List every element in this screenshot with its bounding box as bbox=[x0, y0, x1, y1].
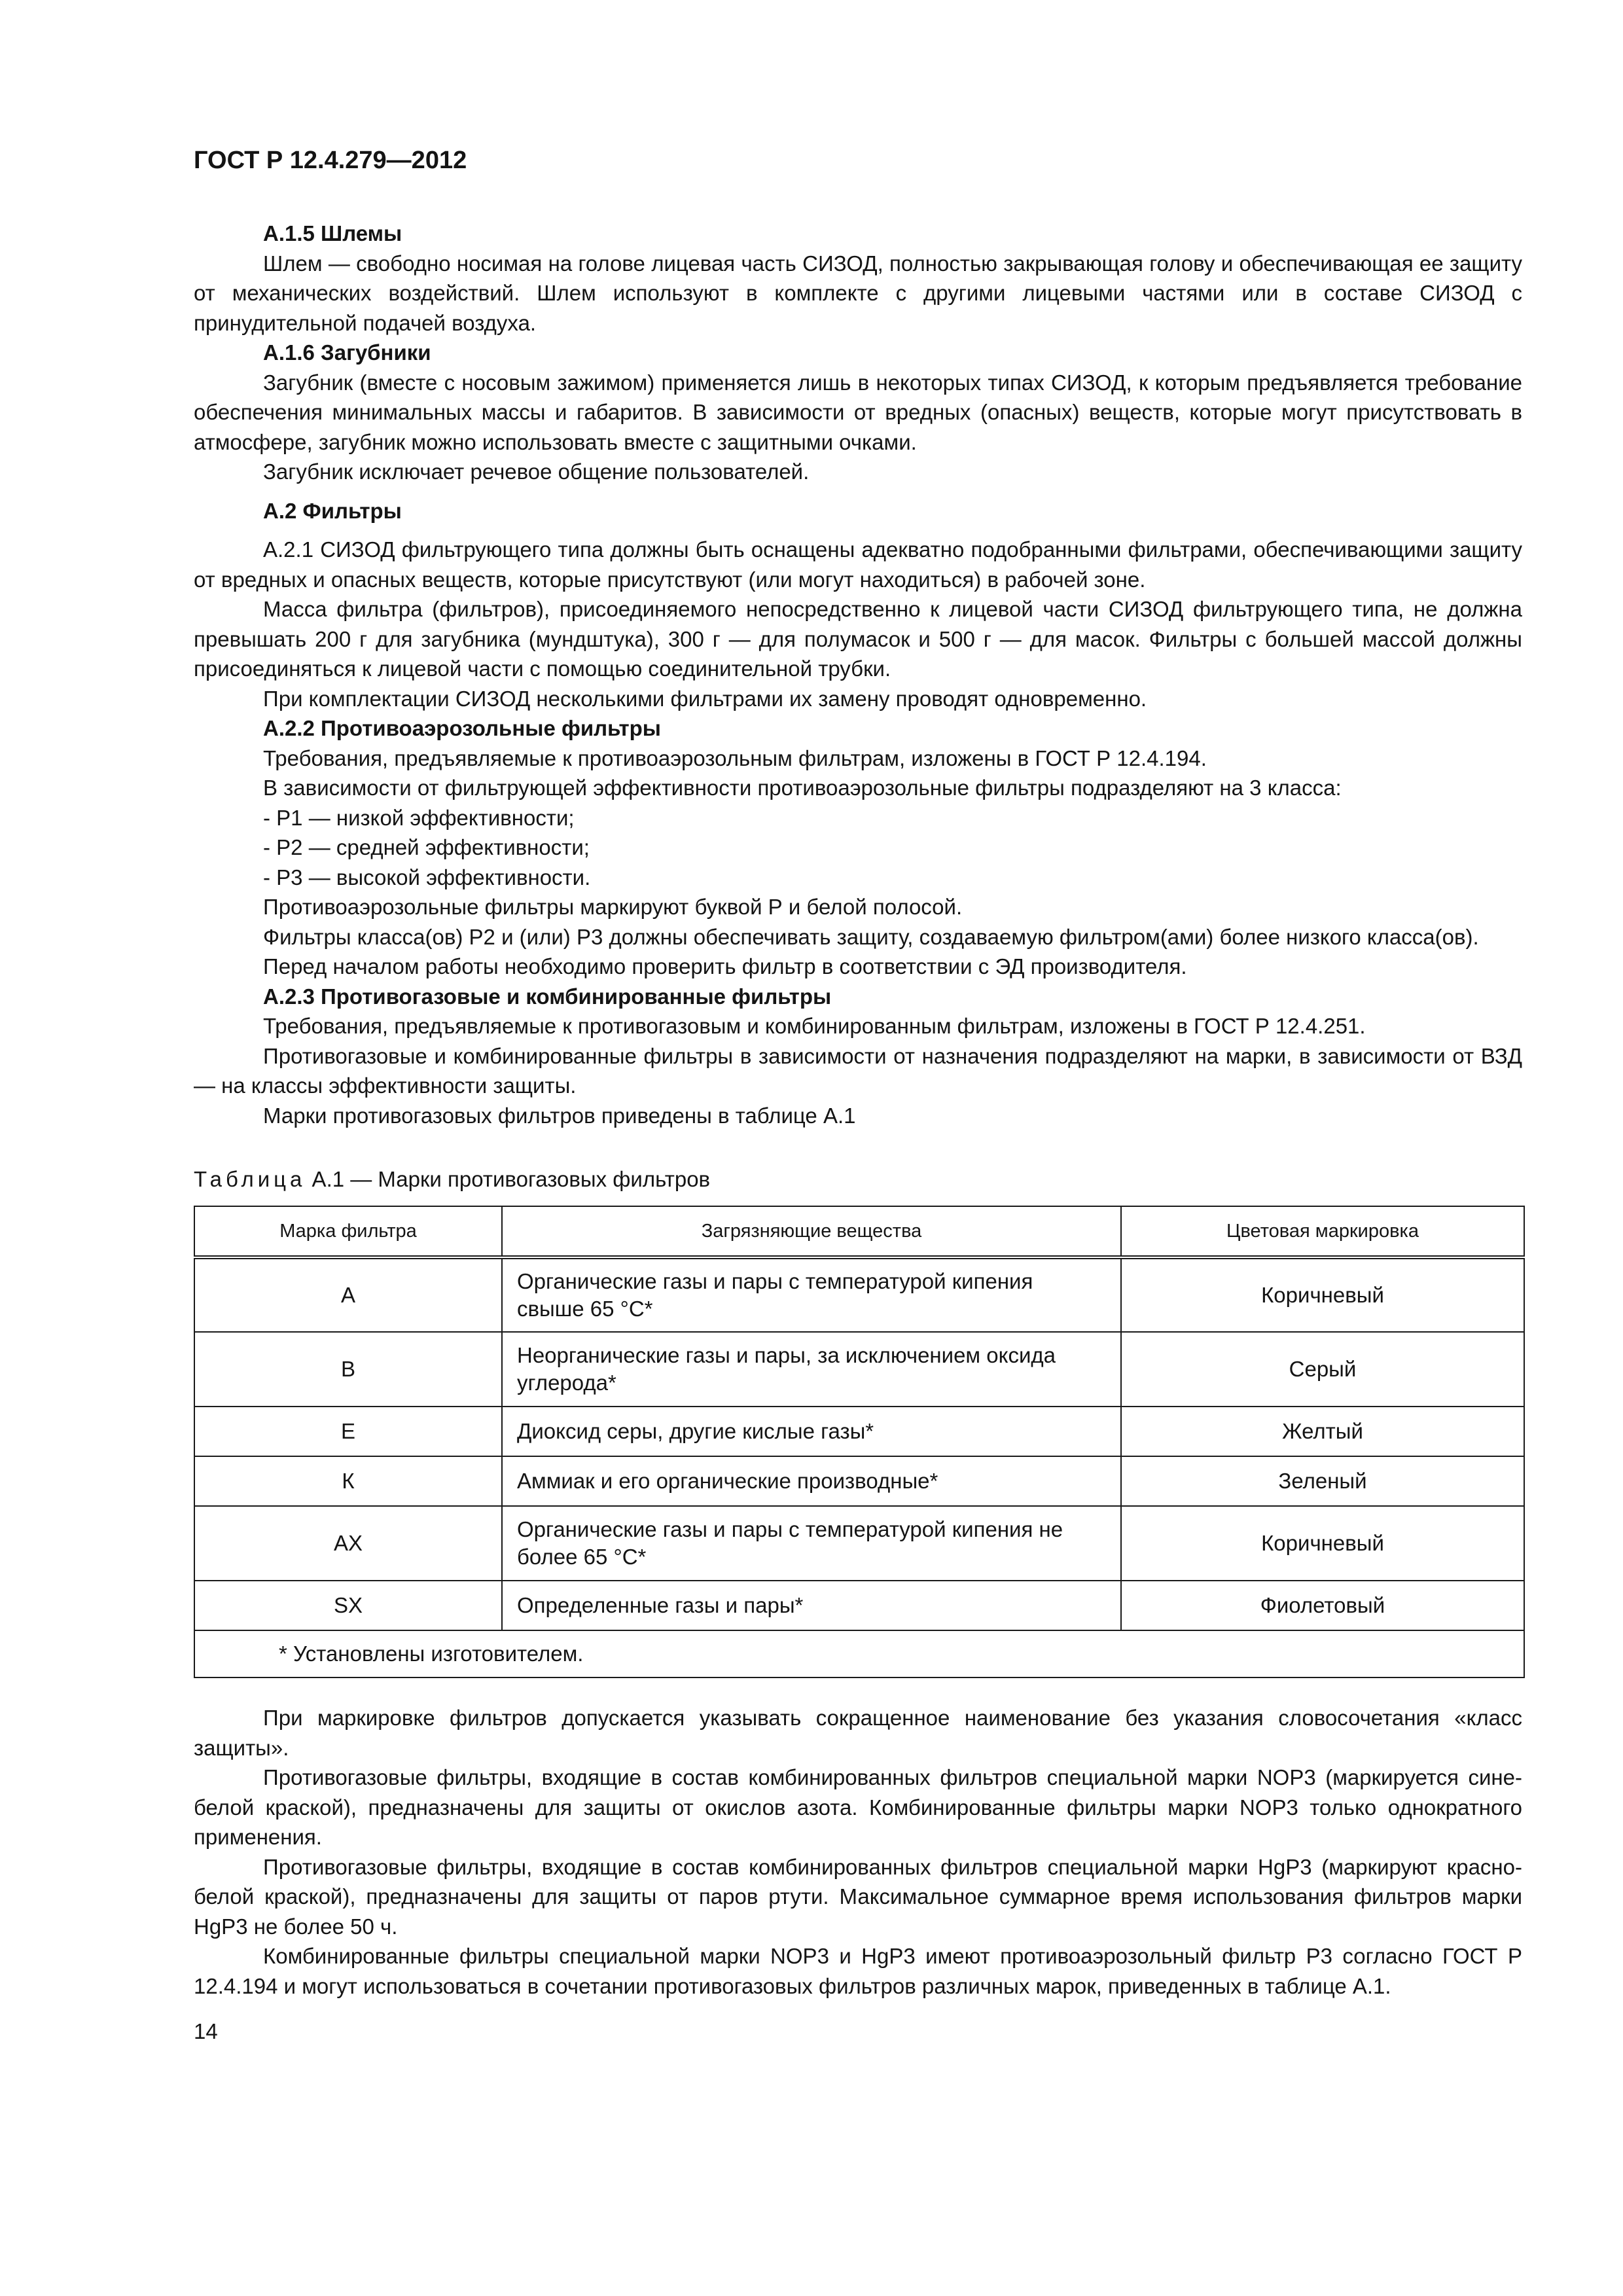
body-paragraph: Противогазовые фильтры, входящие в состав комбинированных фильтров специальной марки NOP3 (маркируется сине-белой краской), предназначены для защиты от окислов азота. Комбинированные фильтры марки NOP3 только однократного применения. bbox=[194, 1765, 1522, 1849]
cell-mark: SX bbox=[194, 1581, 502, 1630]
section-after-table bbox=[194, 1703, 1522, 2001]
table-row bbox=[194, 1407, 1524, 1456]
cell-substances: Диоксид серы, другие кислые газы* bbox=[502, 1407, 1121, 1456]
cell-color: Желтый bbox=[1121, 1407, 1524, 1456]
table-caption bbox=[194, 1164, 1522, 1194]
column-header-mark: Марка фильтра bbox=[194, 1206, 502, 1257]
section-heading: А.1.6 Загубники bbox=[263, 340, 431, 365]
table-note: * Установлены изготовителем. bbox=[194, 1630, 1524, 1677]
cell-mark: А bbox=[194, 1257, 502, 1332]
section-heading: А.2 Фильтры bbox=[263, 498, 402, 523]
table-row bbox=[194, 1332, 1524, 1407]
section-heading: А.2.2 Противоаэрозольные фильтры bbox=[263, 716, 661, 740]
cell-mark: В bbox=[194, 1332, 502, 1407]
body-paragraph: При маркировке фильтров допускается указывать сокращенное наименование без указания словосочетания «класс защиты». bbox=[194, 1706, 1522, 1760]
body-paragraph: Противогазовые фильтры, входящие в состав комбинированных фильтров специальной марки HgP3 (маркируют красно-белой краской), предназначены для защиты от паров ртути. Максимальное суммарное время использования фильтров марки HgP3 не более 50 ч. bbox=[194, 1854, 1522, 1939]
cell-color: Фиолетовый bbox=[1121, 1581, 1524, 1630]
cell-mark: К bbox=[194, 1456, 502, 1506]
body-paragraph: При комплектации СИЗОД несколькими фильтрами их замену проводят одновременно. bbox=[263, 686, 1147, 711]
body-paragraph: - Р2 — средней эффективности; bbox=[263, 835, 590, 859]
filter-marks-table bbox=[194, 1206, 1525, 1678]
body-paragraph: Загубник (вместе с носовым зажимом) применяется лишь в некоторых типах СИЗОД, к которым предъявляется требование обеспечения минимальных массы и габаритов. В зависимости от вредных (опасных) веществ, которые могут присутствовать в атмосфере, загубник можно использовать вместе с защитными очками. bbox=[194, 370, 1522, 454]
section-heading: А.2.3 Противогазовые и комбинированные фильтры bbox=[263, 984, 832, 1009]
table-caption-title: А.1 — Марки противогазовых фильтров bbox=[306, 1167, 711, 1191]
table-caption-label: Таблица bbox=[194, 1167, 306, 1191]
body-paragraph: Загубник исключает речевое общение пользователей. bbox=[263, 459, 810, 484]
table-header-row bbox=[194, 1206, 1524, 1257]
cell-substances: Аммиак и его органические производные* bbox=[502, 1456, 1121, 1506]
document-page bbox=[194, 145, 1522, 2046]
body-paragraph: Комбинированные фильтры специальной марки NOP3 и HgP3 имеют противоаэрозольный фильтр P3 согласно ГОСТ Р 12.4.194 и могут использоваться в сочетании противогазовых фильтров различных марок, приведенных в таблице А.1. bbox=[194, 1944, 1522, 1998]
body-paragraph: Масса фильтра (фильтров), присоединяемого непосредственно к лицевой части СИЗОД фильтрующего типа, не должна превышать 200 г для загубника (мундштука), 300 г — для полумасок и 500 г — для масок. Фильтры с большей массой должны присоединяться к лицевой части с помощью соединительной трубки. bbox=[194, 597, 1522, 681]
table-row bbox=[194, 1506, 1524, 1581]
section-heading: А.1.5 Шлемы bbox=[263, 221, 402, 245]
page-number: 14 bbox=[194, 2019, 218, 2043]
cell-substances: Неорганические газы и пары, за исключением оксида углерода* bbox=[502, 1332, 1121, 1407]
body-paragraph: Требования, предъявляемые к противогазовым и комбинированным фильтрам, изложены в ГОСТ Р 12.4.251. bbox=[263, 1014, 1366, 1038]
body-paragraph: Требования, предъявляемые к противоаэрозольным фильтрам, изложены в ГОСТ Р 12.4.194. bbox=[263, 745, 1207, 770]
cell-color: Коричневый bbox=[1121, 1506, 1524, 1581]
cell-color: Зеленый bbox=[1121, 1456, 1524, 1506]
cell-substances: Определенные газы и пары* bbox=[502, 1581, 1121, 1630]
body-paragraph: Противогазовые и комбинированные фильтры в зависимости от назначения подразделяют на марки, в зависимости от ВЗД — на классы эффективности защиты. bbox=[194, 1043, 1522, 1098]
document-header: ГОСТ Р 12.4.279—2012 bbox=[194, 147, 467, 174]
body-paragraph: Противоаэрозольные фильтры маркируют буквой Р и белой полосой. bbox=[263, 895, 963, 919]
column-header-color: Цветовая маркировка bbox=[1121, 1206, 1524, 1257]
cell-mark: АХ bbox=[194, 1506, 502, 1581]
body-paragraph: В зависимости от фильтрующей эффективности противоаэрозольные фильтры подразделяют на 3 класса: bbox=[263, 776, 1342, 800]
body-paragraph: Шлем — свободно носимая на голове лицевая часть СИЗОД, полностью закрывающая голову и обеспечивающая ее защиту от механических воздействий. Шлем используют в комплекте с другими лицевыми частями или в составе СИЗОД с принудительной подачей воздуха. bbox=[194, 251, 1522, 335]
table-row bbox=[194, 1581, 1524, 1630]
cell-mark: Е bbox=[194, 1407, 502, 1456]
body-paragraph: Перед началом работы необходимо проверить фильтр в соответствии с ЭД производителя. bbox=[263, 954, 1187, 978]
body-paragraph: Фильтры класса(ов) Р2 и (или) Р3 должны обеспечивать защиту, создаваемую фильтром(ами) более низкого класса(ов). bbox=[263, 924, 1479, 949]
body-paragraph: А.2.1 СИЗОД фильтрующего типа должны быть оснащены адекватно подобранными фильтрами, обеспечивающими защиту от вредных и опасных веществ, которые присутствуют (или могут находиться) в рабочей зоне. bbox=[194, 537, 1522, 592]
table-row bbox=[194, 1257, 1524, 1332]
cell-substances: Органические газы и пары с температурой кипения свыше 65 °С* bbox=[502, 1257, 1121, 1332]
cell-substances: Органические газы и пары с температурой кипения не более 65 °С* bbox=[502, 1506, 1121, 1581]
body-paragraph: - Р3 — высокой эффективности. bbox=[263, 865, 591, 889]
cell-color: Серый bbox=[1121, 1332, 1524, 1407]
table-row bbox=[194, 1456, 1524, 1506]
section-before-table bbox=[194, 219, 1522, 1130]
body-paragraph: Марки противогазовых фильтров приведены в таблице А.1 bbox=[263, 1103, 856, 1128]
column-header-substances: Загрязняющие вещества bbox=[502, 1206, 1121, 1257]
body-paragraph: - Р1 — низкой эффективности; bbox=[263, 805, 575, 830]
table-note-row bbox=[194, 1630, 1524, 1677]
cell-color: Коричневый bbox=[1121, 1257, 1524, 1332]
